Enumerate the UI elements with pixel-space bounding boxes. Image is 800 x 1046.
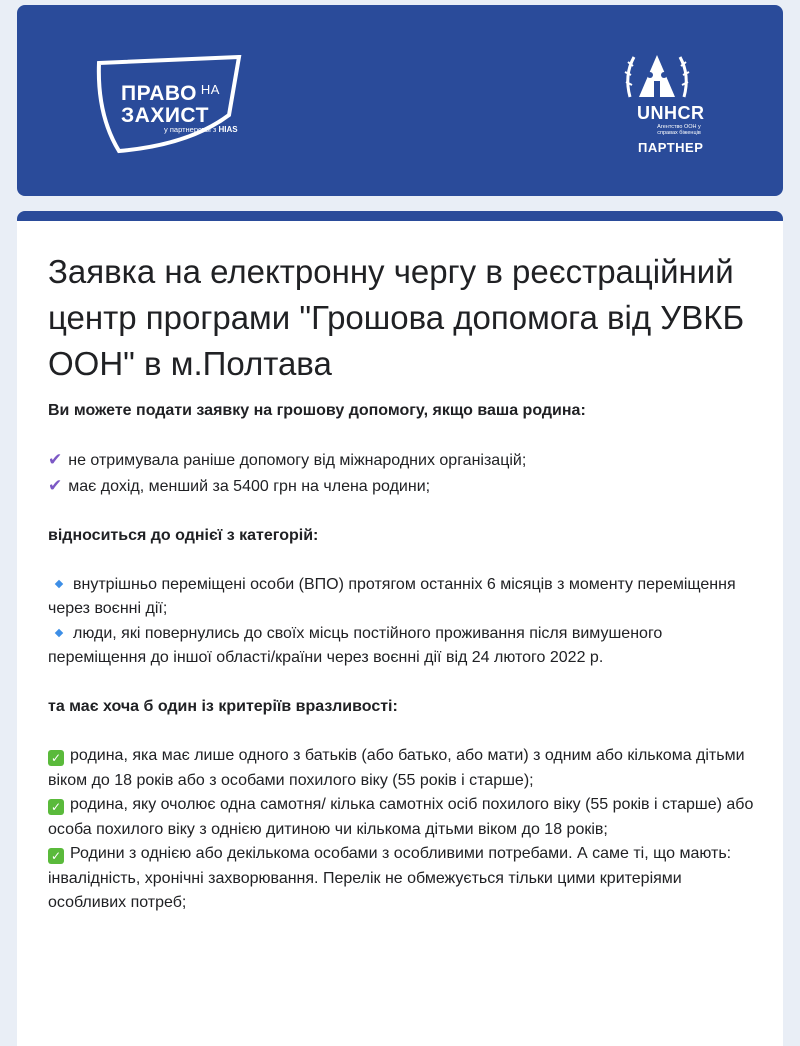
unhcr-emblem-icon <box>622 45 692 105</box>
list-item: ✔ має дохід, менший за 5400 грн на члена родини; <box>48 475 431 495</box>
green-check-box-icon: ✓ <box>48 750 64 766</box>
criteria-heading: та має хоча б один із критеріїв вразливості: <box>48 698 398 715</box>
categories-heading: відноситься до однієї з категорій: <box>48 526 319 544</box>
checkmark-icon: ✔ <box>48 450 63 469</box>
list-item: ✔ не отримувала раніше допомогу від міжнародних організацій; <box>48 450 527 469</box>
blue-diamond-icon <box>55 628 63 636</box>
form-header-card <box>17 211 783 1046</box>
green-check-box-icon: ✓ <box>48 799 64 815</box>
list-item: внутрішньо переміщені особи (ВПО) протягом останніх 6 місяців з моменту переміщення через воєнні дії; <box>48 575 736 617</box>
blue-diamond-icon <box>55 579 63 587</box>
checkmark-icon: ✔ <box>48 475 63 495</box>
pravo-logo-text: ПРАВО $^{НА}$ ЗАХИСТ <box>121 82 220 127</box>
unhcr-agency-text: Агентство ООН у справах біженців <box>657 124 701 136</box>
intro-text: Ви можете подати заявку на грошову допомогу, якщо ваша родина: <box>48 402 586 419</box>
header-banner <box>17 5 783 196</box>
list-item: ✓ Родини з однією або декількома особами з особливими потребами. А саме ті, що мають: інвалідність, хронічні захворювання. Перелік не обмежується тільки цими критеріями особливих потреб; <box>48 845 732 911</box>
pravo-logo-subtitle: у партнерстві з HIAS <box>164 125 238 134</box>
green-check-box-icon: ✓ <box>48 848 64 864</box>
form-description <box>48 399 758 916</box>
unhcr-partner-text: ПАРТНЕР <box>638 140 704 155</box>
list-item: ✓ родина, яка має лише одного з батьків (або батько, або мати) з одним або кількома дітьми віком до 18 років або з особами похилого віку (55 років і старше); <box>48 747 745 789</box>
list-item: ✓ родина, яку очолює одна самотня/ кілька самотніх осіб похилого віку (55 років і старше) або особа похилого віку з однією дитиною чи кількома дітьми віком до 18 років; <box>48 796 754 838</box>
form-title: Заявка на електронну чергу в реєстраційний центр програми "Грошова допомога від УВКБ ООН" в м.Полтава <box>48 253 745 382</box>
unhcr-name: UNHCR <box>637 103 705 123</box>
list-item: люди, які повернулись до своїх місць постійного проживання після вимушеного переміщення до іншої області/країни через воєнні дії від 24 лютого 2022 р. <box>48 624 663 666</box>
